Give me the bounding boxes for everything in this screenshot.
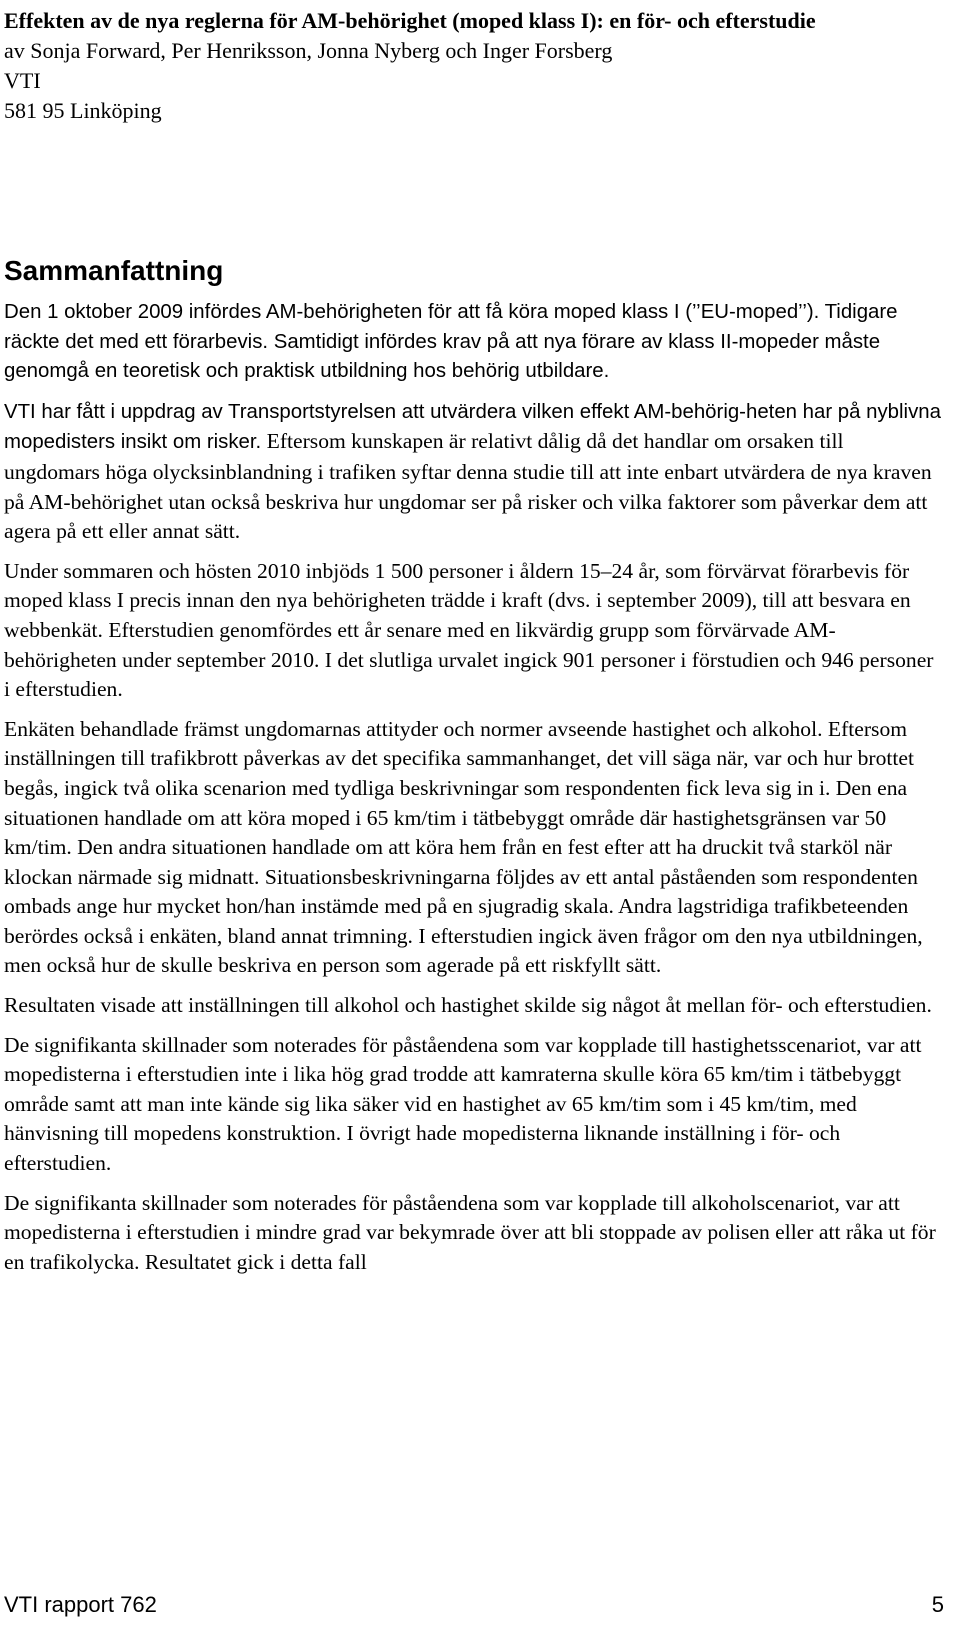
address: 581 95 Linköping bbox=[4, 98, 162, 123]
document-page bbox=[4, 0, 944, 1274]
paragraph-3: Under sommaren och hösten 2010 inbjöds 1 500 personer i åldern 15–24 år, som förvärvat förarbevis för moped klass I precis innan den nya behörigheten trädde i kraft (dvs. i september 2009), till att besvara en webbenkät. Efterstudien genomfördes ett år senare med en likvärdig grupp som förvärvade AM-behörigheten under september 2010. I det slutliga urvalet ingick 901 personer i förstudien och 946 personer i efterstudien. bbox=[4, 558, 934, 702]
paragraph-4: Enkäten behandlade främst ungdomarnas attityder och normer avseende hastighet och alkohol. Eftersom inställningen till trafikbrott påverkas av det specifika sammanhanget, det vill säga när, var och hur brottet begås, ingick två olika scenarion med tydliga beskrivningar som respondenten fick leva sig in i. Den ena situationen handlade om att köra moped i 65 km/tim i tätbebyggt område där hastighetsgränsen var 50 km/tim. Den andra situationen handlade om att köra hem från en fest efter att ha druckit två starköl när klockan närmade sig midnatt. Situationsbeskrivningarna följdes av ett antal påståenden som respondenten ombads ange hur mycket hon/han instämde med på en sjugradig skala. Andra lagstridiga trafikbeteenden berördes också i enkäten, bland annat trimning. I efterstudien ingick även frågor om den nya utbildningen, men också hur de skulle beskriva en person som agerade på ett riskfyllt sätt. bbox=[4, 716, 923, 978]
paragraph-2 bbox=[4, 397, 944, 547]
paragraph-5: Resultaten visade att inställningen till alkohol och hastighet skilde sig något åt mellan för- och efterstudien. bbox=[4, 993, 932, 1018]
paragraph-2-rest: Eftersom kunskapen är relativt dålig då det handlar om orsaken till ungdomars höga olycksinblandning i trafiken syftar denna studie till att inte enbart utvärdera de nya kraven på AM-behörighet utan också beskriva hur ungdomar ser på risker och vilka faktorer som påverkar dem att agera på ett eller annat sätt. bbox=[4, 429, 932, 544]
report-title: Effekten av de nya reglerna för AM-behörighet (moped klass I): en för- och efterstudie bbox=[4, 8, 816, 33]
paragraph-6: De signifikanta skillnader som noterades för påståendena som var kopplade till hastighetsscenariot, var att mopedisterna i efterstudien inte i lika hög grad trodde att kamraterna skulle köra 65 km/tim i tätbebyggt område samt att man inte kände sig lika säker vid en hastighet av 65 km/tim som i 45 km/tim, med hänvisning till mopedens konstruktion. I övrigt hade mopedisterna liknande inställning i för- och efterstudien. bbox=[4, 1032, 922, 1176]
report-number: VTI rapport 762 bbox=[4, 1592, 157, 1617]
paragraph-1: Den 1 oktober 2009 infördes AM-behörigheten för att få köra moped klass I (’’EU-moped’’). Tidigare räckte det med ett förarbevis. Samtidigt infördes krav på att nya förare av klass II-mopeder måste genomgå en teoretisk och praktisk utbildning hos behörig utbildare. bbox=[4, 301, 898, 383]
organization: VTI bbox=[4, 68, 41, 93]
page-number: 5 bbox=[931, 1592, 944, 1617]
section-heading: Sammanfattning bbox=[4, 255, 224, 286]
page-footer bbox=[4, 1592, 944, 1618]
paragraph-7: De signifikanta skillnader som noterades för påståendena som var kopplade till alkoholscenariot, var att mopedisterna i efterstudien i mindre grad var bekymrade över att bli stoppade av polisen eller att råka ut för en trafikolycka. Resultatet gick i detta fall bbox=[4, 1190, 936, 1274]
summary-body bbox=[4, 298, 944, 1287]
authors: av Sonja Forward, Per Henriksson, Jonna Nyberg och Inger Forsberg bbox=[4, 38, 613, 63]
paragraph-2-lead: VTI har fått i uppdrag av Transportstyrelsen att utvärdera vilken effekt AM-behörig-heten har på nyblivna mopedisters insikt om risker. bbox=[4, 400, 941, 454]
